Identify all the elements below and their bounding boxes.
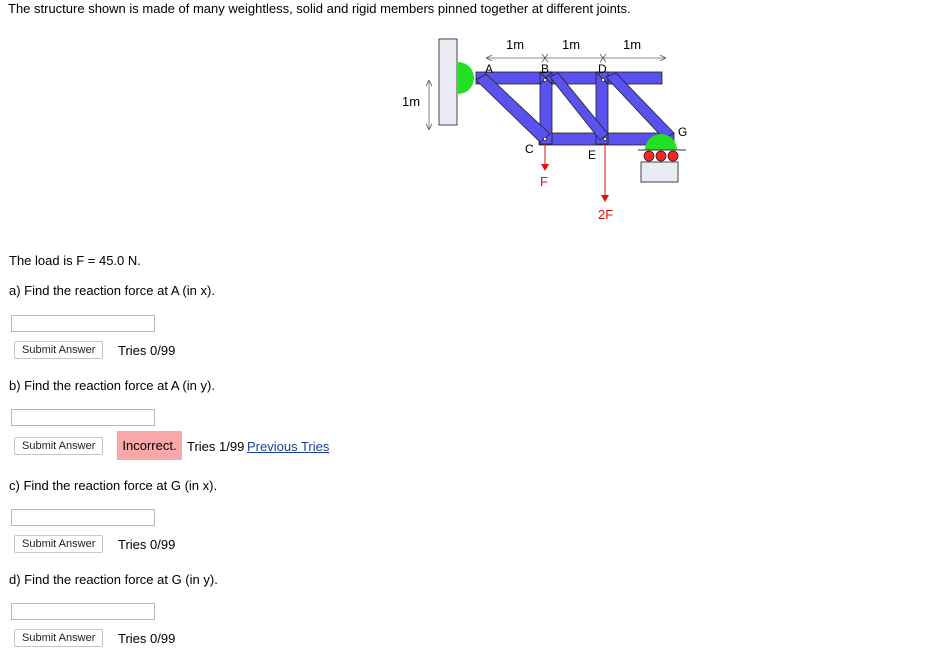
question-d-prompt: d) Find the reaction force at G (in y). bbox=[9, 572, 218, 587]
load-text: The load is F = 45.0 N. bbox=[9, 253, 141, 268]
previous-tries-link[interactable]: Previous Tries bbox=[247, 439, 330, 454]
load-label: 2F bbox=[598, 207, 614, 222]
question-b-tries: Tries 1/99 bbox=[187, 439, 245, 454]
dim-label: 1m bbox=[505, 37, 525, 52]
pin-support-A bbox=[458, 62, 474, 94]
question-c-prompt: c) Find the reaction force at G (in x). bbox=[9, 478, 218, 493]
wall-support bbox=[439, 39, 457, 125]
question-c-input[interactable] bbox=[11, 509, 155, 526]
dim-label: 1m bbox=[402, 94, 421, 109]
problem-statement: The structure shown is made of many weightless, solid and rigid members pinned together at different joints. bbox=[8, 1, 631, 16]
question-b-input[interactable] bbox=[11, 409, 155, 426]
question-d-tries: Tries 0/99 bbox=[118, 631, 176, 646]
question-b-submit-button[interactable]: Submit Answer bbox=[14, 437, 103, 455]
node-label: C bbox=[525, 142, 534, 156]
load-arrow-F bbox=[541, 164, 549, 171]
node-label: D bbox=[598, 62, 607, 76]
load-arrow-2F bbox=[601, 195, 609, 202]
dim-label: 1m bbox=[561, 37, 581, 52]
question-d-submit-button[interactable]: Submit Answer bbox=[14, 629, 103, 647]
question-a-input[interactable] bbox=[11, 315, 155, 332]
truss-diagram bbox=[390, 30, 700, 230]
truss-members bbox=[476, 72, 674, 145]
node-label: B bbox=[541, 62, 550, 76]
incorrect-badge: Incorrect. bbox=[117, 431, 182, 460]
node-label: G bbox=[678, 125, 688, 139]
question-a-submit-button[interactable]: Submit Answer bbox=[14, 341, 103, 359]
roller-wheels bbox=[644, 151, 678, 161]
question-b-prompt: b) Find the reaction force at A (in y). bbox=[9, 378, 215, 393]
question-a-tries: Tries 0/99 bbox=[118, 343, 176, 358]
question-c-tries: Tries 0/99 bbox=[118, 537, 176, 552]
question-d-input[interactable] bbox=[11, 603, 155, 620]
question-c-submit-button[interactable]: Submit Answer bbox=[14, 535, 103, 553]
load-label: F bbox=[540, 174, 548, 189]
dim-label: 1m bbox=[622, 37, 642, 52]
ground-block bbox=[641, 162, 678, 182]
node-label: A bbox=[485, 62, 494, 76]
node-label: E bbox=[588, 148, 597, 162]
question-a-prompt: a) Find the reaction force at A (in x). bbox=[9, 283, 215, 298]
